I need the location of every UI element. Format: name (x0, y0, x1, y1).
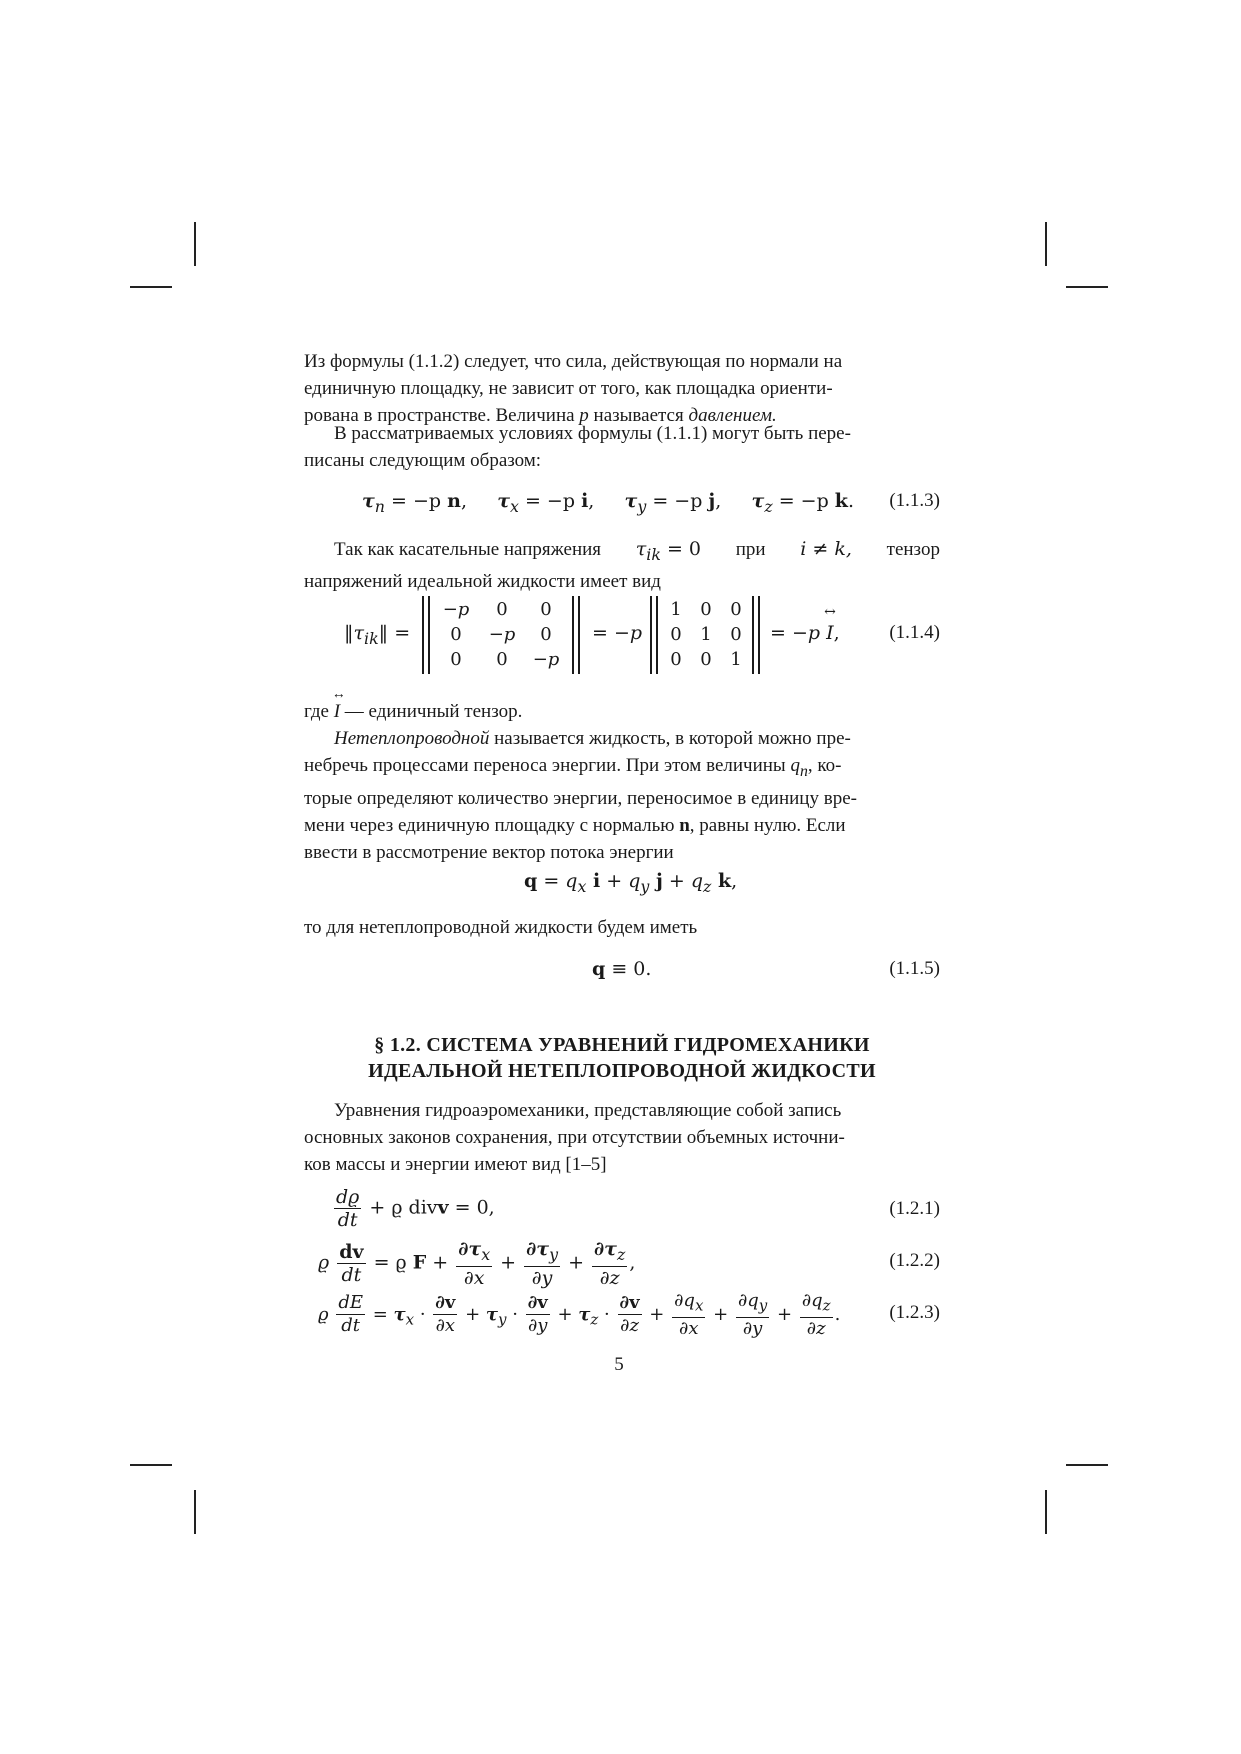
equation-body (318, 1290, 840, 1340)
math-sym: + (494, 1251, 523, 1274)
tensor-arrow-icon: ↔ (331, 687, 346, 702)
equation-rhs (770, 604, 840, 644)
equation-body (318, 1238, 635, 1289)
math-sub: y (637, 496, 647, 516)
text-line (304, 812, 940, 839)
matrix-cell: 0 (700, 649, 712, 670)
math-sym: k (711, 870, 732, 892)
paragraph-2 (304, 420, 940, 474)
math-sym: = 0 (660, 538, 702, 560)
math-sym: + q (662, 870, 704, 892)
math-sym: = 0, (448, 1196, 495, 1219)
matrix-bar (758, 596, 760, 674)
fraction (336, 1292, 365, 1337)
frac-num (456, 1238, 492, 1267)
emphasis-term: давлением. (688, 405, 777, 426)
math-sym: i (581, 490, 589, 512)
math-sym: I (826, 622, 834, 644)
math-sym: ∂q (674, 1290, 695, 1311)
paragraph-6 (304, 914, 940, 941)
section-heading (304, 1032, 940, 1084)
matrix-cell: 0 (450, 624, 462, 645)
math-sym: q (524, 870, 538, 892)
text-line: ков массы и энергии имеют вид [1–5] (304, 1154, 607, 1175)
math-sym: τ (635, 538, 647, 560)
matrix-bar (422, 596, 424, 674)
matrix-cell: 1 (730, 649, 742, 670)
math-sym: ‖ = (378, 622, 411, 644)
math-sym: , (460, 490, 467, 512)
text-run: называется (593, 405, 684, 426)
math-sym: , (588, 490, 595, 512)
equation-mid (592, 622, 642, 644)
math-sym: . (847, 490, 855, 512)
math-sub: n (799, 762, 808, 780)
frac-den: dt (341, 1263, 362, 1286)
text-run: — единичный тензор. (340, 701, 523, 722)
text-line: Уравнения гидроаэромеханики, представляющие собой запись (334, 1100, 842, 1121)
math-sub: ik (646, 544, 661, 564)
frac-den: ∂y (527, 1315, 548, 1337)
math-sym: ∂τ (594, 1238, 617, 1260)
equation-1-1-5 (304, 958, 940, 998)
frac-den: dt (337, 1209, 358, 1231)
text-run: где (304, 701, 329, 722)
equation-body (592, 958, 651, 980)
math-sym: dv (339, 1240, 364, 1263)
math-sym: ∂v (619, 1292, 640, 1314)
crop-mark (1045, 1490, 1047, 1534)
math-sym: τ (362, 490, 375, 512)
math-sym: n (447, 490, 461, 512)
math-sym: τ (485, 1303, 499, 1325)
math-sym: + (551, 1303, 579, 1325)
heading-line: § 1.2. СИСТЕМА УРАВНЕНИЙ ГИДРОМЕХАНИКИ (374, 1034, 870, 1056)
matrix-cell: 1 (670, 599, 682, 620)
text-line: единичную площадку, не зависит от того, как площадка ориенти- (304, 378, 833, 399)
equation-number: (1.1.4) (889, 622, 940, 643)
text-line: основных законов сохранения, при отсутствии объемных источни- (304, 1127, 845, 1148)
paragraph-1 (304, 348, 940, 429)
math-sym: + (771, 1303, 798, 1325)
math-sym: + q (600, 870, 641, 892)
text-run: при (735, 539, 766, 560)
math-sym: · (506, 1303, 524, 1325)
fraction (672, 1290, 705, 1340)
math-sym: = −p (518, 490, 582, 512)
crop-mark (130, 1464, 172, 1466)
frac-num (592, 1238, 627, 1267)
equation-body (524, 870, 737, 896)
frac-num (524, 1238, 560, 1267)
math-sub: x (405, 1310, 415, 1329)
math-sym: = −p (772, 490, 835, 512)
matrix-cell: 0 (450, 649, 462, 670)
math-sym: k (834, 490, 848, 512)
text-run: , равны нулю. Если (689, 814, 846, 836)
fraction (337, 1241, 365, 1286)
math-sub: n (374, 496, 385, 516)
math-sym: j (708, 490, 716, 512)
math-sym: j (649, 870, 663, 892)
equation-body (332, 1186, 495, 1231)
fraction (618, 1292, 642, 1337)
math-sym: ∂v (435, 1292, 456, 1314)
math-sub: z (703, 876, 712, 896)
fraction (456, 1238, 492, 1289)
equation-1-2-3 (304, 1290, 940, 1340)
fraction (433, 1292, 457, 1337)
frac-num (618, 1292, 642, 1315)
equation-number: (1.2.2) (889, 1250, 940, 1271)
equation-q (304, 870, 940, 910)
matrix-cell: 0 (540, 599, 552, 620)
matrix-cell: −p (532, 649, 560, 670)
equation-number: (1.1.5) (889, 958, 940, 979)
math-sym: , (731, 870, 738, 892)
math-sym: ϱ (318, 1251, 330, 1274)
math-sym: = −p (592, 622, 643, 644)
paragraph-3 (304, 536, 940, 595)
fraction (334, 1186, 361, 1231)
matrix-cell: 0 (730, 599, 742, 620)
text-run: мени через единичную площадку с нормалью (304, 814, 675, 836)
math-sym: = −p (646, 490, 709, 512)
frac-num: dϱ (336, 1186, 360, 1208)
matrix-bar (578, 596, 580, 674)
math-sym: ∂q (801, 1290, 823, 1311)
math-sym: ϱ (318, 1303, 329, 1325)
crop-mark (130, 286, 172, 288)
math-sub: y (640, 876, 650, 896)
text-line (304, 687, 940, 725)
math-sub: x (694, 1296, 704, 1315)
math-sym: τ (393, 1303, 406, 1325)
math-var: n (679, 814, 690, 836)
math-sym: · (598, 1303, 616, 1325)
math-sub: ik (364, 628, 379, 648)
math-sym: ∂q (737, 1290, 759, 1311)
math-sym: . (834, 1303, 841, 1325)
math-sym: = −p (385, 490, 448, 512)
fraction (736, 1290, 769, 1340)
crop-mark (194, 222, 196, 266)
fraction (524, 1238, 560, 1289)
text-line: ввести в рассмотрение вектор потока энергии (304, 841, 674, 863)
matrix-bar (650, 596, 652, 674)
text-line: Из формулы (1.1.2) следует, что сила, действующая по нормали на (304, 351, 843, 372)
text-run: , ко- (807, 755, 842, 776)
math-sym: · (414, 1303, 432, 1325)
matrix-bar (572, 596, 574, 674)
tensor-arrow-icon: ↔ (824, 604, 836, 620)
fraction (800, 1290, 833, 1340)
text-run: Так как касательные напряжения (334, 539, 602, 560)
crop-mark (1066, 1464, 1108, 1466)
frac-num (800, 1290, 833, 1318)
math-sym: = ϱ (367, 1251, 413, 1274)
frac-den: ∂x (435, 1315, 456, 1337)
math-sub: x (481, 1244, 491, 1264)
equation-number: (1.1.3) (889, 490, 940, 511)
text-line (304, 725, 940, 752)
text-line: В рассматриваемых условиях формулы (1.1.1) могут быть пере- (334, 423, 851, 444)
text-run: рована в пространстве. Величина (304, 405, 575, 426)
math-sub: z (764, 496, 773, 516)
frac-den: ∂y (742, 1317, 763, 1339)
math-sym: = −p (770, 622, 821, 644)
matrix-cell: 0 (700, 599, 712, 620)
math-sub: y (498, 1310, 507, 1329)
math-sym: τ (624, 490, 638, 512)
paragraph-7 (304, 1097, 940, 1178)
math-sub: z (590, 1310, 599, 1329)
frac-num (337, 1241, 365, 1264)
text-run: небречь процессами переноса энергии. При этом величины (304, 755, 786, 776)
matrix-cell: 1 (700, 624, 712, 645)
crop-mark (1066, 286, 1108, 288)
math-sub: y (758, 1296, 768, 1315)
frac-num (736, 1290, 769, 1318)
matrix-bar (428, 596, 430, 674)
equation-1-2-1 (304, 1186, 940, 1236)
math-sym: ‖τ (344, 622, 365, 644)
math-sym: τ (497, 490, 510, 512)
math-sym: I (333, 701, 341, 722)
paragraph-4 (304, 687, 940, 725)
paragraph-5 (304, 725, 940, 866)
math-sym: + (426, 1251, 455, 1274)
math-var: q (790, 755, 800, 776)
math-sub: y (549, 1244, 559, 1264)
frac-num (433, 1292, 457, 1315)
heading-line: ИДЕАЛЬНОЙ НЕТЕПЛОПРОВОДНОЙ ЖИДКОСТИ (368, 1060, 876, 1082)
math-sub: z (822, 1296, 831, 1315)
fraction (526, 1292, 550, 1337)
equation-1-1-3 (304, 490, 940, 530)
frac-den: dt (341, 1315, 361, 1337)
math-sym: + (707, 1303, 734, 1325)
text-line (304, 752, 940, 785)
math-var: p (579, 405, 589, 426)
frac-den: ∂z (620, 1315, 639, 1337)
text-line: торые определяют количество энергии, переносимое в единицу вре- (304, 787, 857, 809)
matrix-cell: 0 (496, 599, 508, 620)
fraction (592, 1238, 627, 1289)
matrix-cell: 0 (730, 624, 742, 645)
math-sym: + ϱ div (363, 1196, 438, 1219)
frac-num: dE (338, 1292, 363, 1314)
math-sym: = q (537, 870, 578, 892)
math-sym: F (412, 1251, 427, 1274)
equation-1-2-2 (304, 1238, 940, 1288)
text-run: называется жидкость, в которой можно пре- (494, 728, 851, 749)
math-sym: v (437, 1196, 449, 1219)
math-sym: i (586, 870, 601, 892)
matrix-cell: −p (442, 599, 470, 620)
matrix-cell: −p (488, 624, 516, 645)
emphasis-term: Нетеплопроводной (334, 728, 490, 749)
text-run: тензор (886, 539, 940, 560)
frac-den: ∂z (599, 1266, 620, 1289)
math-sym: ≡ 0. (605, 958, 652, 980)
math-sym: ∂τ (458, 1238, 482, 1260)
equation-lhs (344, 622, 410, 648)
matrix-cell: 0 (496, 649, 508, 670)
page-number: 5 (614, 1354, 624, 1375)
frac-num (526, 1292, 550, 1315)
frac-den: ∂z (806, 1317, 826, 1339)
matrix-cell: 0 (540, 624, 552, 645)
text-line: писаны следующим образом: (304, 450, 542, 471)
equation-number: (1.2.1) (889, 1198, 940, 1219)
text-line: то для нетеплопроводной жидкости будем иметь (304, 917, 698, 938)
math-sym: + (562, 1251, 591, 1274)
math-inline: i ≠ k, (800, 538, 852, 560)
math-sub: z (616, 1244, 626, 1264)
frac-den: ∂x (679, 1317, 699, 1339)
equation-body (362, 490, 854, 516)
equation-number: (1.2.3) (889, 1302, 940, 1323)
math-sym: q (592, 958, 606, 980)
math-sym: + (459, 1303, 486, 1325)
math-sym: τ (751, 490, 765, 512)
math-sym: + (643, 1303, 671, 1325)
matrix-cell: 0 (670, 624, 682, 645)
math-sub: x (510, 496, 519, 516)
math-sym: ∂τ (526, 1238, 550, 1260)
math-sym: = (367, 1303, 394, 1325)
math-sub: x (577, 876, 587, 896)
frac-den: ∂y (531, 1266, 553, 1289)
math-sym: τ (578, 1303, 591, 1325)
text-line (304, 536, 940, 568)
math-sym: , (715, 490, 722, 512)
math-inline (636, 536, 701, 568)
crop-mark (1045, 222, 1047, 266)
math-sym: , (629, 1251, 636, 1274)
math-sym: ∂v (527, 1292, 548, 1314)
frac-den: ∂x (463, 1266, 485, 1289)
crop-mark (194, 1490, 196, 1534)
matrix-cell: 0 (670, 649, 682, 670)
math-sym: , (833, 622, 840, 644)
text-line: напряжений идеальной жидкости имеет вид (304, 570, 661, 592)
frac-num (672, 1290, 705, 1318)
equation-1-1-4 (304, 596, 940, 676)
